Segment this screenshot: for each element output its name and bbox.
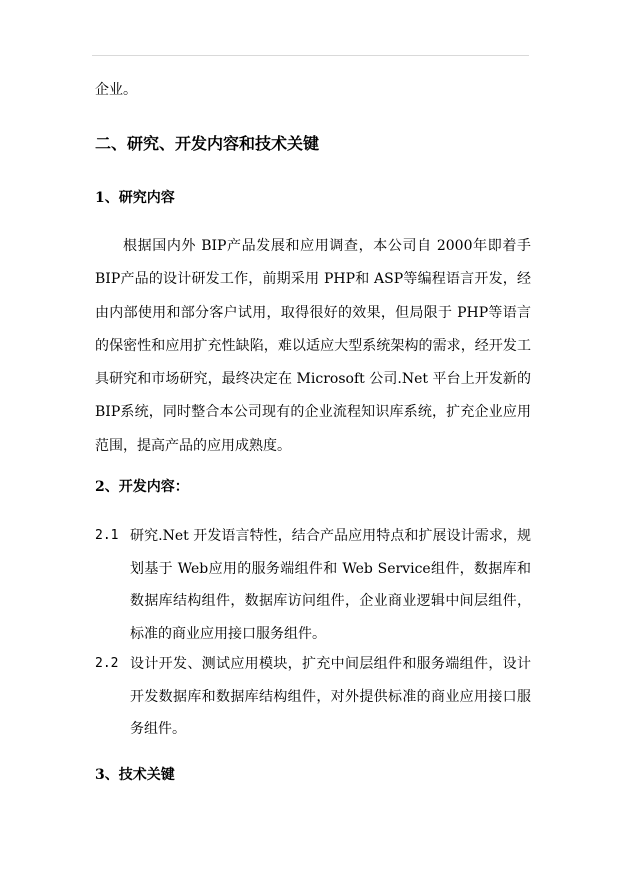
continued-text: 企业。 (95, 82, 137, 98)
list-item-number: 2.2 (95, 656, 119, 671)
research-paragraph: 根据国内外 BIP产品发展和应用调查，本公司自 2000年即着手BIP产品的设计研发工作，前期采用 PHP和 ASP等编程语言开发，经由内部使用和部分客户试用，取得很好的效果，但局限于 PHP等语言的保密性和应用扩充性缺陷，难以适应大型系统架构的需求，经开发工具研究和市场研究，最终决定在 Microsoft 公司.Net 平台上开发新的 BIP系统，同时整合本公司现有的企业流程知识库系统，扩充企业应用范围，提高产品的应用成熟度。 (95, 238, 531, 454)
list-item-number: 2.1 (95, 528, 119, 543)
header-divider (92, 55, 529, 56)
section-heading: 二、研究、开发内容和技术关键 (95, 134, 320, 153)
list-item (95, 648, 531, 746)
subsection-heading-research: 1、研究内容 (95, 190, 175, 206)
list-item-text: 研究.Net 开发语言特性，结合产品应用特点和扩展设计需求，规划基于 Web应用的服务端组件和 Web Service组件，数据库和数据库结构组件，数据库访问组件，企业商业逻辑中间层组件，标准的商业应用接口服务组件。 (130, 528, 531, 642)
subsection-heading-development: 2、开发内容： (95, 479, 189, 495)
list-item-text: 设计开发、测试应用模块，扩充中间层组件和服务端组件，设计开发数据库和数据库结构组件，对外提供标准的商业应用接口服务组件。 (130, 656, 531, 737)
list-item (95, 520, 531, 650)
subsection-heading-key-technology: 3、技术关键 (95, 767, 175, 783)
